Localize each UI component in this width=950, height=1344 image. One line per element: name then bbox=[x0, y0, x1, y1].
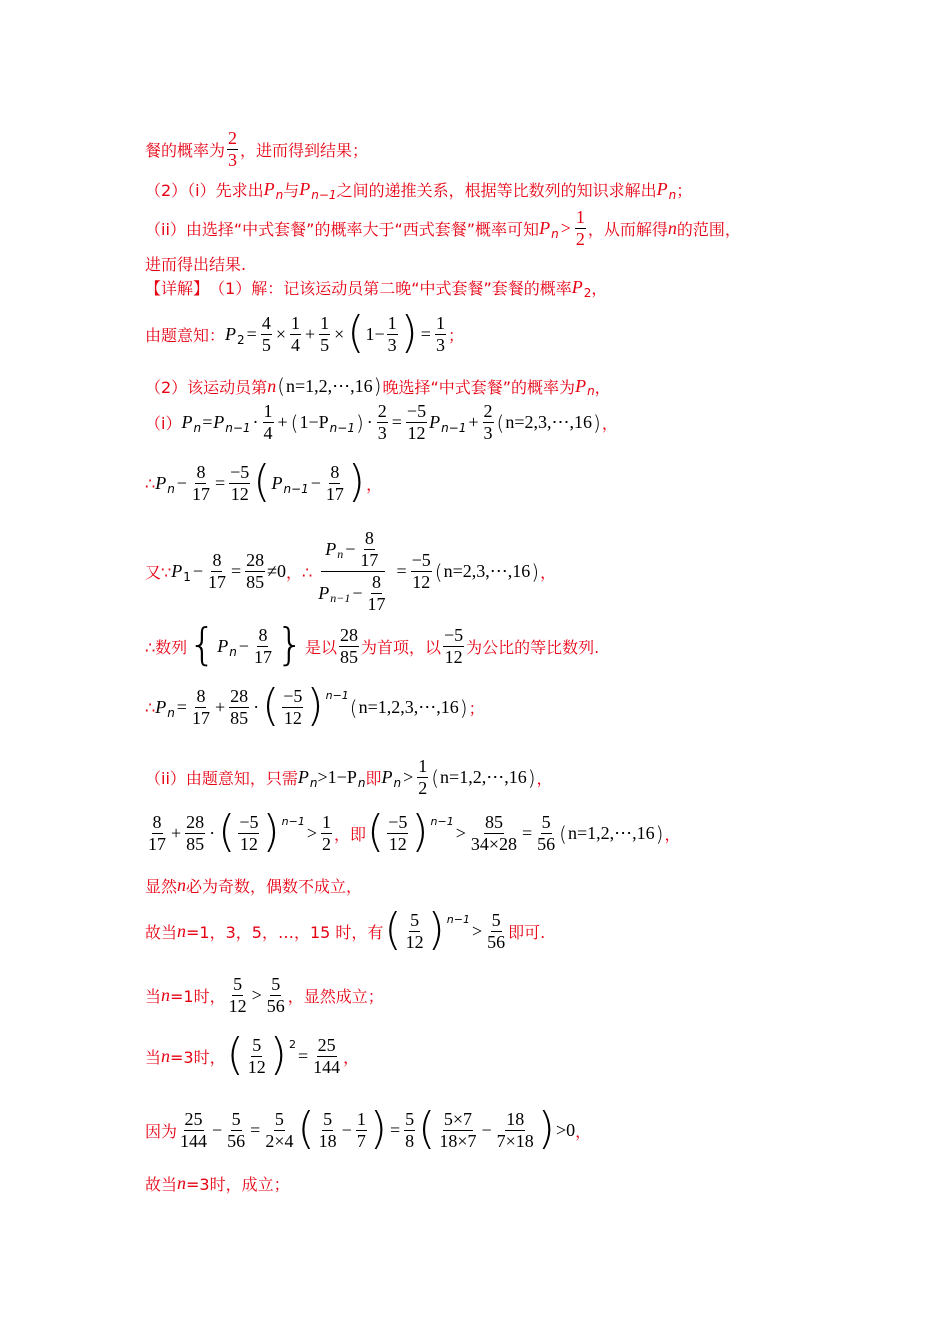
odd-n-line: 故当 n =1，3，5，…，15 时，有 ( $\frac{5}{12}$ ) n−1 > $\frac{5}{56}$ 即可. bbox=[145, 903, 546, 955]
text: 晚选择“中式套餐”的概率为 bbox=[382, 377, 576, 397]
hint-line-3: （ii）由选择“中式套餐”的概率大于“西式套餐”概率可知 P n > $\frac{1}{2}$ ，从而解得 n 的范围， bbox=[145, 207, 741, 249]
condition-line: （ii）由题意知，只需 P n >1−P n 即 P n > $\frac{1}{2}$ ( n=1,2,⋯,16 ) ， bbox=[145, 756, 553, 798]
case-n1-line: 当 n =1时， $\frac{5}{12}$ > $\frac{5}{56}$ ，显然成立； bbox=[145, 974, 384, 1016]
hint-line-2: （2）（i）先求出 P n 与 P n−1 之间的递推关系，根据等比数列的知识求解出 P n ； bbox=[145, 179, 693, 202]
transform-formula: ∴ P n − $\frac{8}{17}$ = $\frac{-5}{12}$ ( P n−1 − $\frac{8}{17}$ ) ， bbox=[145, 455, 383, 507]
geometric-sequence-line: ∴数列 { P n − $\frac{8}{17}$ } 是以 $\frac{28}{85}$ 为首项，以 $\frac{-5}{12}$ 为公比的等比数列. bbox=[145, 618, 600, 670]
text: 进而得出结果. bbox=[145, 255, 247, 274]
text: （1）解：记该运动员第二晚“中式套餐”套餐的概率 bbox=[209, 279, 572, 298]
text: 与 bbox=[283, 181, 300, 200]
text: 餐的概率为 bbox=[145, 141, 226, 160]
solution-heading: 【详解】 （1）解：记该运动员第二晚“中式套餐”套餐的概率 P 2 ， bbox=[145, 277, 608, 300]
general-term-formula: ∴ P n = $\frac{8}{17}$ + $\frac{28}{85}$ · ( $\frac{-5}{12}$ ) n−1 ( n=1,2,3,⋯,16 ) ； bbox=[145, 679, 485, 731]
inequality-line: $\frac{8}{17}$ + $\frac{28}{85}$ · ( $\frac{-5}{12}$ ) n−1 > $\frac{1}{2}$ ，即 ( $\frac{-5}{12}$ ) n−1 > $\frac{85}{34\times 28}$ = $\frac{5}{56}$ ( n=1,2,⋯,16 ) ， bbox=[148, 805, 681, 857]
text: ，进而得到结果； bbox=[240, 141, 369, 160]
detail-tag: 【详解】 bbox=[145, 279, 210, 298]
text: （ii）由题意知，只需 bbox=[145, 769, 298, 788]
text: （i） bbox=[145, 414, 182, 433]
text: （2）该运动员第 bbox=[145, 377, 268, 397]
case-n3-line: 当 n =3时， ( $\frac{5}{12}$ ) 2 = $\frac{25}{144}$ ， bbox=[145, 1028, 360, 1080]
recurrence-formula: （i） P n =P n−1 · $\frac{1}{4}$ + ( 1−P n−1 ) · $\frac{2}{3}$ = $\frac{-5}{12}$ P n−1 + $\frac{2}{3}$ ( n=2,3,⋯,16 ) ， bbox=[145, 401, 618, 443]
odd-even-line: 显然 n 必为奇数，偶数不成立， bbox=[145, 875, 363, 896]
ratio-formula: 又∵ P 1 − $\frac{8}{17}$ = $\frac{28}{85}$ ≠0 ，∴ P n − $\frac{8}{17}$ P n−1 − $\frac{8}{17}$ = $\frac{-5}{12}$ ( n=2,3,⋯,16 ) ， bbox=[145, 528, 557, 614]
fraction: $\frac{2}{3}$ bbox=[228, 128, 238, 170]
text: ∴ bbox=[145, 474, 156, 493]
part2-intro: （2）该运动员第 n ( n=1,2,⋯,16 ) 晚选择“中式套餐”的概率为 P n ， bbox=[145, 374, 611, 398]
text: 又∵ bbox=[145, 563, 172, 582]
hint-line-1 bbox=[145, 128, 368, 171]
text: 之间的递推关系，根据等比数列的知识求解出 bbox=[336, 181, 657, 200]
formula-p2: 由题意知： P 2 = $\frac{4}{5}$ × $\frac{1}{4}$ + $\frac{1}{5}$ × ( 1− $\frac{1}{3}$ ) = $\frac{1}{3}$ ； bbox=[145, 306, 464, 358]
text: 由题意知： bbox=[145, 326, 226, 345]
text: ∴数列 bbox=[145, 638, 188, 657]
compound-fraction: P n − $\frac{8}{17}$ P n−1 − $\frac{8}{17}$ bbox=[318, 528, 386, 614]
fraction: $\frac{1}{2}$ bbox=[575, 207, 585, 249]
text: ∴ bbox=[145, 698, 156, 717]
text: （ii）由选择“中式套餐”的概率大于“西式套餐”概率可知 bbox=[145, 220, 540, 239]
text: （2）（i）先求出 bbox=[145, 181, 264, 200]
conclusion-n3-line: 故当 n =3时，成立； bbox=[145, 1173, 290, 1194]
comparison-line: 因为 $\frac{25}{144}$ − $\frac{5}{56}$ = $\frac{5}{2\times 4}$ ( $\frac{5}{18}$ − $\frac{1}{7}$ ) = $\frac{5}{8}$ ( $\frac{5\times 7}{18\times 7}$ − $\frac{18}{7\times 18}$ ) >0 ， bbox=[145, 1102, 592, 1154]
hint-line-4 bbox=[145, 252, 246, 275]
